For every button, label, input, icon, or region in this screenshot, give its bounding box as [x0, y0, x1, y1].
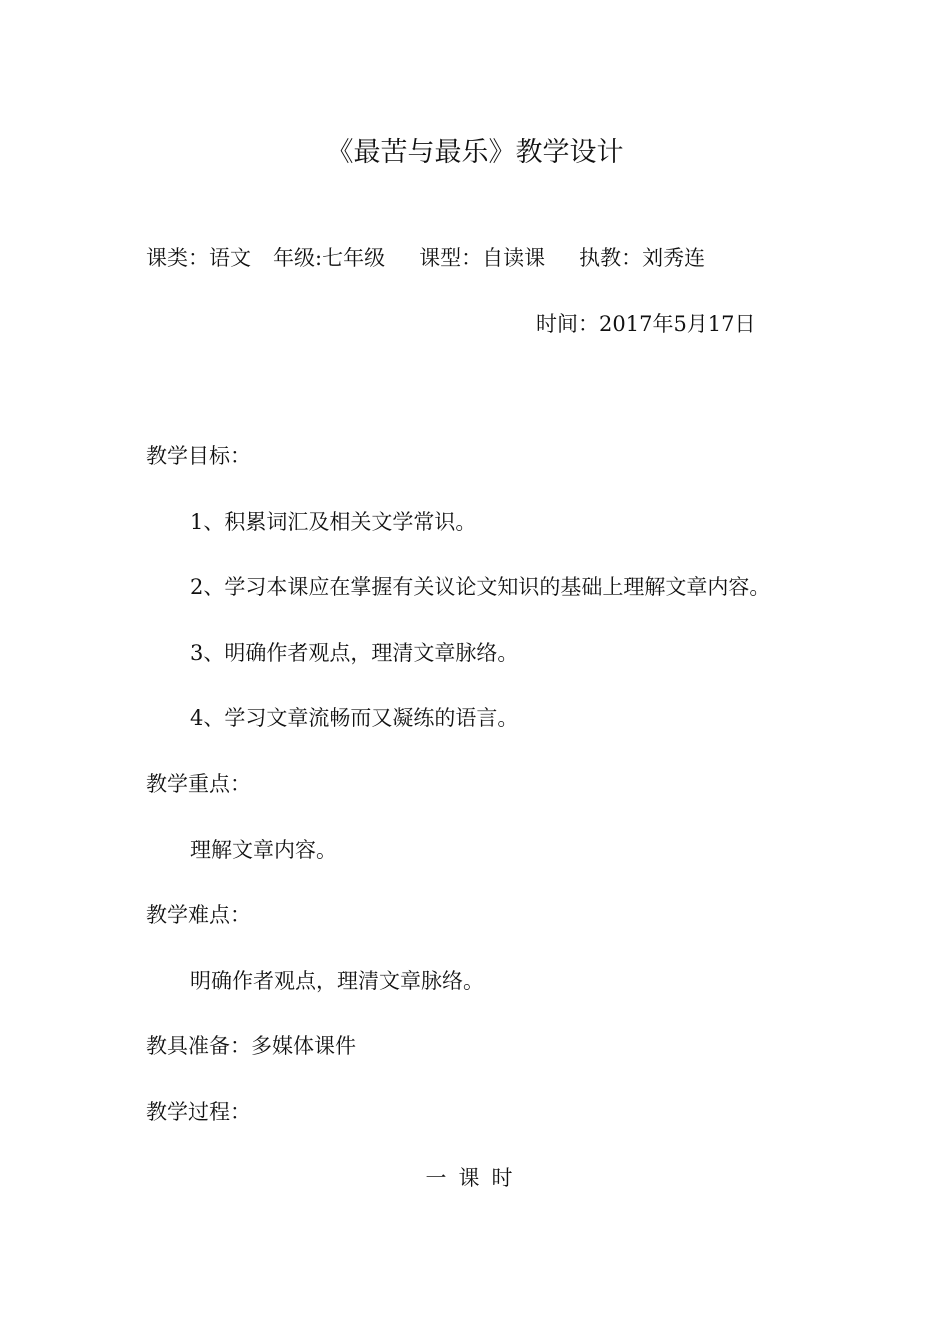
difficulties-heading: 教学难点：	[146, 903, 251, 927]
key-points-content: 理解文章内容。	[190, 838, 337, 862]
session-label: 一课时	[425, 1166, 525, 1190]
objective-item: 4、学习文章流畅而又凝练的语言。	[190, 706, 519, 730]
teacher-label: 执教：刘秀连	[579, 246, 706, 270]
process-heading: 教学过程：	[146, 1100, 251, 1124]
key-points-heading: 教学重点：	[146, 772, 251, 796]
objective-item: 1、积累词汇及相关文学常识。	[190, 510, 477, 534]
objective-item: 3、明确作者观点，理清文章脉络。	[190, 641, 519, 665]
objective-item: 2、学习本课应在掌握有关议论文知识的基础上理解文章内容。	[190, 575, 771, 599]
subject-label: 课类：语文	[146, 246, 251, 270]
materials-line: 教具准备：多媒体课件	[146, 1034, 356, 1058]
objectives-heading: 教学目标：	[146, 444, 251, 468]
difficulties-content: 明确作者观点，理清文章脉络。	[190, 969, 484, 993]
lesson-date: 时间：2017年5月17日	[536, 312, 756, 336]
lesson-meta-row	[146, 243, 705, 273]
lesson-type-label: 课型：自读课	[419, 246, 546, 270]
grade-label: 年级:七年级	[273, 246, 386, 270]
document-title: 《最苦与最乐》教学设计	[326, 137, 624, 168]
